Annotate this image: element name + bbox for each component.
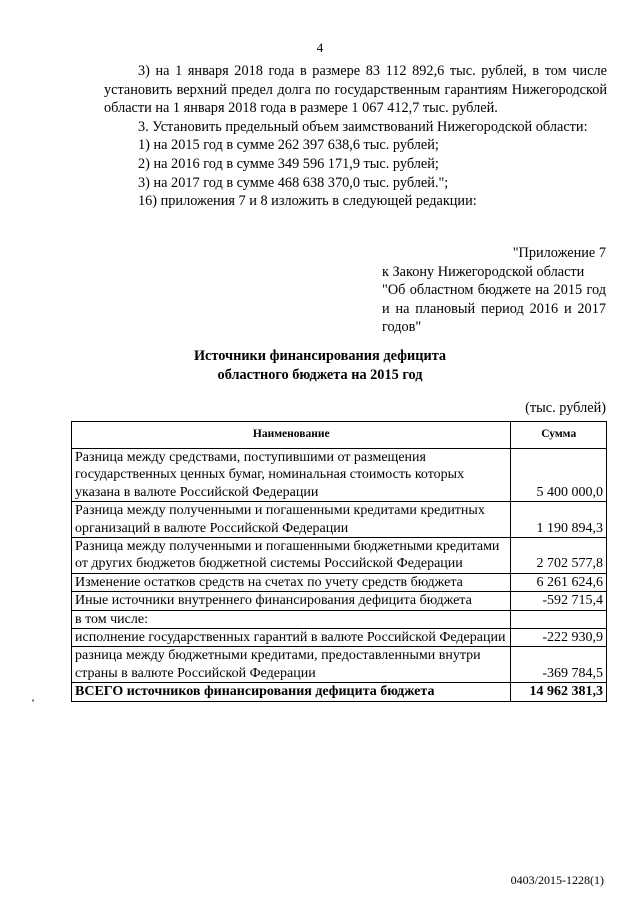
- row-sum: 5 400 000,0: [511, 449, 607, 502]
- paragraph-borrowing-limit: 3. Установить предельный объем заимствований Нижегородской области:: [138, 118, 588, 135]
- row-name: Разница между полученными и погашенными кредитами кредитных организаций в валюте Российской Федерации: [72, 502, 511, 538]
- table-row: [72, 629, 607, 647]
- row-sum: -369 784,5: [511, 647, 607, 683]
- table-header-row: [72, 422, 607, 449]
- paragraph-appendix-change: 16) приложения 7 и 8 изложить в следующей редакции:: [138, 193, 477, 210]
- row-sum: 1 190 894,3: [511, 502, 607, 538]
- appendix-law: к Закону Нижегородской области: [382, 263, 585, 280]
- row-name: Разница между полученными и погашенными бюджетными кредитами от других бюджетов бюджетной системы Российской Федерации: [72, 538, 511, 574]
- table-row: [72, 449, 607, 502]
- table-title: [160, 347, 480, 384]
- table-row: [72, 610, 607, 628]
- row-name: разница между бюджетными кредитами, предоставленными внутри страны в валюте Российской Федерации: [72, 647, 511, 683]
- row-sum: 2 702 577,8: [511, 538, 607, 574]
- total-sum: 14 962 381,3: [511, 683, 607, 701]
- paragraph-borrowing-2017: 3) на 2017 год в сумме 468 638 370,0 тыс. рублей.";: [138, 174, 449, 191]
- row-name: Изменение остатков средств на счетах по учету средств бюджета: [72, 573, 511, 591]
- paragraph-debt-limit-2018: 3) на 1 января 2018 года в размере 83 112 892,6 тыс. рублей, в том числе установить верхний предел долга по государственным гарантиям Нижегородской области на 1 января 2018 года в размере 1 067 412,7 тыс. рублей.: [104, 63, 607, 117]
- table-row: [72, 502, 607, 538]
- row-name: Разница между средствами, поступившими от размещения государственных ценных бумаг, номинальная стоимость которых указана в валюте Российской Федерации: [72, 449, 511, 502]
- document-code: 0403/2015-1228(1): [510, 873, 604, 887]
- table-title-line-1: Источники финансирования дефицита: [193, 348, 447, 364]
- table-row: [72, 573, 607, 591]
- total-name: ВСЕГО источников финансирования дефицита бюджета: [72, 683, 511, 701]
- financing-sources-table: [71, 421, 607, 702]
- units-label: (тыс. рублей): [525, 400, 606, 416]
- row-name: в том числе:: [72, 610, 511, 628]
- row-name: Иные источники внутреннего финансирования дефицита бюджета: [72, 592, 511, 610]
- body-text: [104, 62, 607, 211]
- row-sum: 6 261 624,6: [511, 573, 607, 591]
- row-sum: -222 930,9: [511, 629, 607, 647]
- paragraph-borrowing-2015: 1) на 2015 год в сумме 262 397 638,6 тыс. рублей;: [138, 137, 439, 154]
- table-row: [72, 538, 607, 574]
- header-sum: Сумма: [511, 422, 607, 449]
- table-row: [72, 592, 607, 610]
- row-name: исполнение государственных гарантий в валюте Российской Федерации: [72, 629, 511, 647]
- page-number: 4: [316, 40, 324, 55]
- appendix-header: [382, 244, 606, 337]
- appendix-law-title: "Об областном бюджете на 2015 год и на плановый период 2016 и 2017 годов": [382, 282, 606, 336]
- scan-speck: [32, 699, 34, 702]
- row-sum: -592 715,4: [511, 592, 607, 610]
- table-total-row: [72, 683, 607, 701]
- row-sum: [511, 610, 607, 628]
- header-name: Наименование: [72, 422, 511, 449]
- table-row: [72, 647, 607, 683]
- appendix-number: "Приложение 7: [512, 245, 606, 261]
- paragraph-borrowing-2016: 2) на 2016 год в сумме 349 596 171,9 тыс. рублей;: [138, 155, 439, 172]
- table-title-line-2: областного бюджета на 2015 год: [217, 366, 423, 383]
